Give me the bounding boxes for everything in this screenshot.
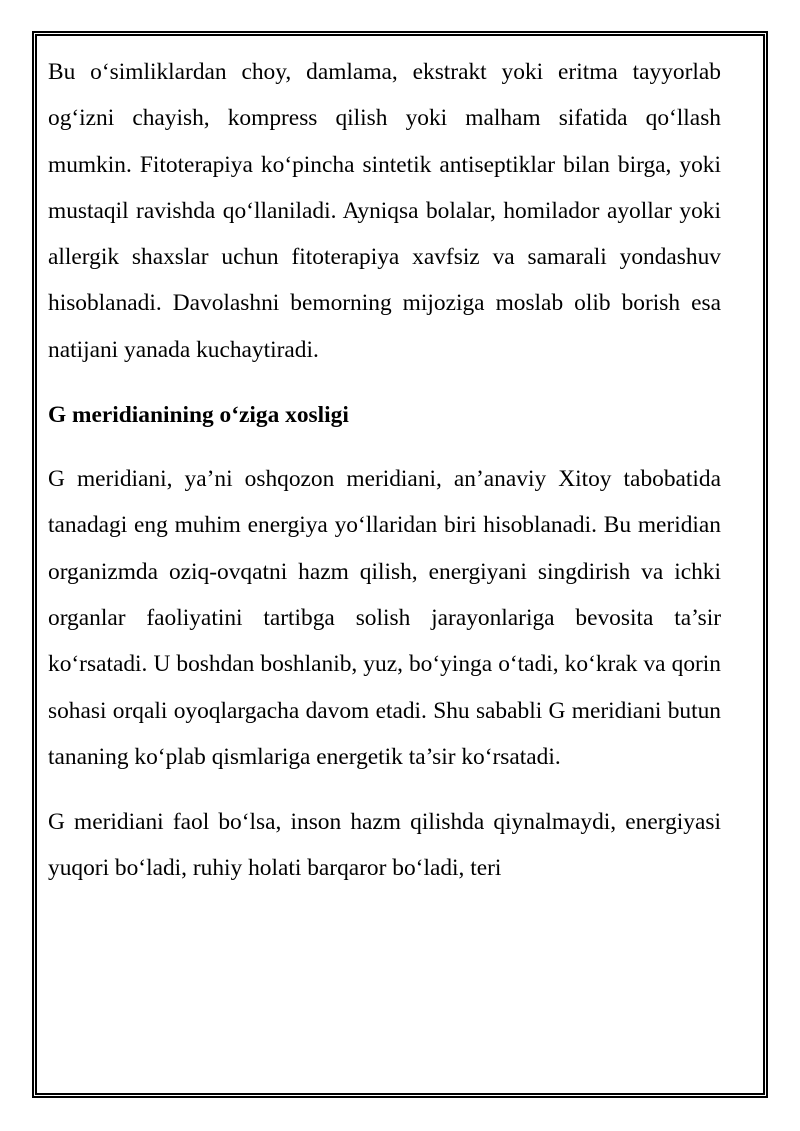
paragraph-g-meridian-active: G meridiani faol bo‘lsa, inson hazm qilishda qiynalmaydi, energiyasi yuqori bo‘ladi, ruhiy holati barqaror bo‘ladi, teri [48,809,721,882]
page-content [48,49,721,892]
paragraph-phytotherapy: Bu o‘simliklardan choy, damlama, ekstrakt yoki eritma tayyorlab og‘izni chayish, kompress qilish yoki malham sifatida qo‘llash mumkin. Fitoterapiya ko‘pincha sintetik antiseptiklar bilan birga, yoki mustaqil ravishda qo‘llaniladi. Ayniqsa bolalar, homilador ayollar yoki allergik shaxslar uchun fitoterapiya xavfsiz va samarali yondashuv hisoblanadi. Davolashni bemorning mijoziga moslab olib borish esa natijani yanada kuchaytiradi. [48,59,721,363]
section-heading: G meridianining o‘ziga xosligi [48,402,349,429]
paragraph-g-meridian: G meridiani, ya’ni oshqozon meridiani, an’anaviy Xitoy tabobatida tanadagi eng muhim energiya yo‘llaridan biri hisoblanadi. Bu meridian organizmda oziq-ovqatni hazm qilish, energiyani singdirish va ichki organlar faoliyatini tartibga solish jarayonlariga bevosita ta’sir ko‘rsatadi. U boshdan boshlanib, yuz, bo‘yinga o‘tadi, ko‘krak va qorin sohasi orqali oyoqlargacha davom etadi. Shu sababli G meridiani butun tananing ko‘plab qismlariga energetik ta’sir ko‘rsatadi. [48,466,721,770]
